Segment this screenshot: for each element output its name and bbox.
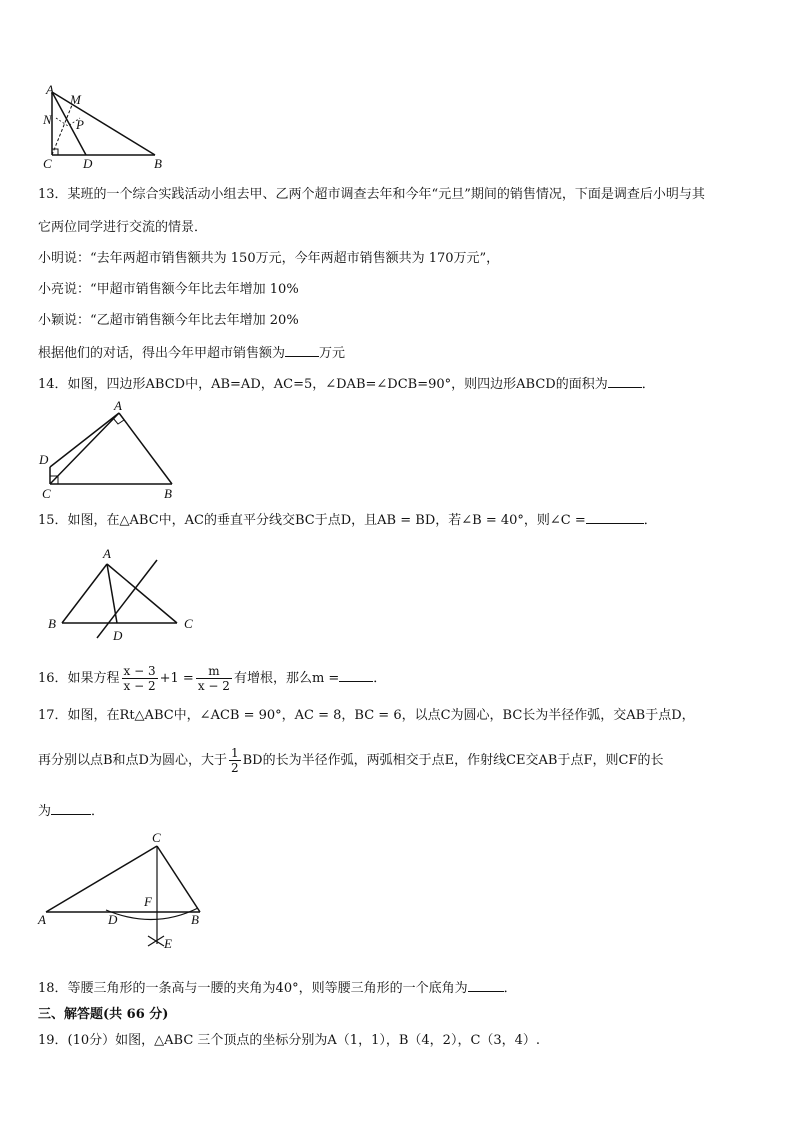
fig17-label-a: A	[38, 912, 46, 927]
q15-text-post: ．	[643, 513, 657, 528]
q17-line-2-post: BD的长为半径作弧，两弧相交于点E，作射线CE交AB于点F，则CF的长	[242, 753, 664, 768]
q18-pre: 18．等腰三角形的一条高与一腰的夹角为40°，则等腰三角形的一个底角为	[38, 981, 468, 996]
fig14-label-c: C	[42, 486, 51, 501]
q16-fraction-1	[122, 664, 158, 693]
q17-line-3	[38, 801, 104, 821]
q17-fraction	[229, 746, 241, 775]
q13-line-6	[38, 343, 345, 363]
q16-fraction-2	[196, 664, 232, 693]
q13-line-1: 13．某班的一个综合实践活动小组去甲、乙两个超市调查去年和今年“元旦”期间的销售情况，下面是调查后小明与其	[38, 187, 705, 202]
fig17-label-d: D	[108, 912, 118, 927]
fig14-label-d: D	[39, 452, 49, 467]
q13-line-2: 它两位同学进行交流的情景．	[38, 220, 208, 235]
q17-line-2	[38, 746, 663, 776]
q18-text	[38, 978, 517, 998]
q16-frac2-num: m	[196, 664, 232, 679]
fig15-label-d: D	[113, 628, 123, 643]
figure-q15	[40, 544, 200, 644]
q13-line-5: 小颖说：“乙超市销售额今年比去年增加 20%	[38, 313, 299, 328]
fig12-label-c: C	[43, 156, 52, 171]
q16-end: ．	[373, 671, 387, 686]
q16-text	[38, 664, 386, 694]
q17-line-3-post: ．	[91, 804, 105, 819]
fig15-label-a: A	[103, 546, 111, 561]
fig15-label-c: C	[184, 616, 193, 631]
q17-line-1: 17．如图，在Rt△ABC中，∠ACB = 90°，AC = 8，BC = 6，以点C为圆心，BC长为半径作弧，交AB于点D，	[38, 708, 695, 723]
q16-frac1-den: x − 2	[123, 679, 156, 693]
fig14-label-b: B	[164, 486, 172, 501]
q16-post: 有增根，那么m =	[233, 671, 340, 686]
q14-text-post: ．	[641, 377, 655, 392]
fig12-label-b: B	[154, 156, 162, 171]
q18-post: ．	[503, 981, 517, 996]
fig12-label-a: A	[46, 82, 54, 97]
q14-text	[38, 374, 655, 394]
q13-answer-blank[interactable]	[285, 343, 319, 357]
fig12-label-d: D	[83, 156, 93, 171]
q17-frac-num: 1	[230, 746, 239, 760]
q13-line-6-post: 万元	[319, 346, 346, 361]
q17-answer-blank[interactable]	[51, 801, 91, 815]
fig15-label-b: B	[48, 616, 56, 631]
fig12-label-p: P	[76, 117, 84, 132]
q17-frac-den: 2	[230, 761, 239, 775]
q14-answer-blank[interactable]	[608, 374, 642, 388]
fig14-label-a: A	[114, 398, 122, 413]
q16-frac2-den: x − 2	[197, 679, 230, 693]
q19-text: 19．(10分）如图，△ABC 三个顶点的坐标分别为A（1，1），B（4，2），C（3，4）.	[38, 1033, 541, 1048]
q13-line-6-pre: 根据他们的对话，得出今年甲超市销售额为	[38, 346, 286, 361]
q13-line-3: 小明说：“去年两超市销售额共为 150万元，今年两超市销售额共为 170万元”，	[38, 251, 500, 266]
fig17-label-f: F	[144, 894, 152, 909]
q17-line-3-pre: 为	[38, 804, 52, 819]
q14-text-pre: 14．如图，四边形ABCD中，AB=AD，AC=5，∠DAB=∠DCB=90°，则四边形ABCD的面积为	[38, 377, 608, 392]
section-3-title: 三、解答题(共 66 分)	[38, 1007, 169, 1022]
fig17-label-b: B	[191, 912, 199, 927]
q15-text-pre: 15．如图，在△ABC中，AC的垂直平分线交BC于点D，且AB = BD，若∠B = 40°，则∠C =	[38, 513, 586, 528]
q13-line-4: 小亮说：“甲超市销售额今年比去年增加 10%	[38, 282, 299, 297]
q17-line-2-pre: 再分别以点B和点D为圆心，大于	[38, 753, 227, 768]
fig12-label-m: M	[70, 92, 81, 107]
figure-q12	[40, 82, 170, 172]
q15-text	[38, 510, 657, 530]
q16-mid: +1 =	[159, 671, 194, 686]
q18-answer-blank[interactable]	[468, 978, 504, 992]
q16-frac1-num: x − 3	[123, 664, 156, 678]
q16-pre: 16．如果方程	[38, 671, 120, 686]
figure-q17	[34, 830, 214, 954]
figure-q14	[36, 398, 181, 502]
fig17-label-c: C	[152, 830, 161, 845]
fig17-label-e: E	[164, 936, 172, 951]
q15-answer-blank[interactable]	[586, 510, 644, 524]
fig12-label-n: N	[43, 112, 52, 127]
q16-answer-blank[interactable]	[339, 668, 373, 682]
